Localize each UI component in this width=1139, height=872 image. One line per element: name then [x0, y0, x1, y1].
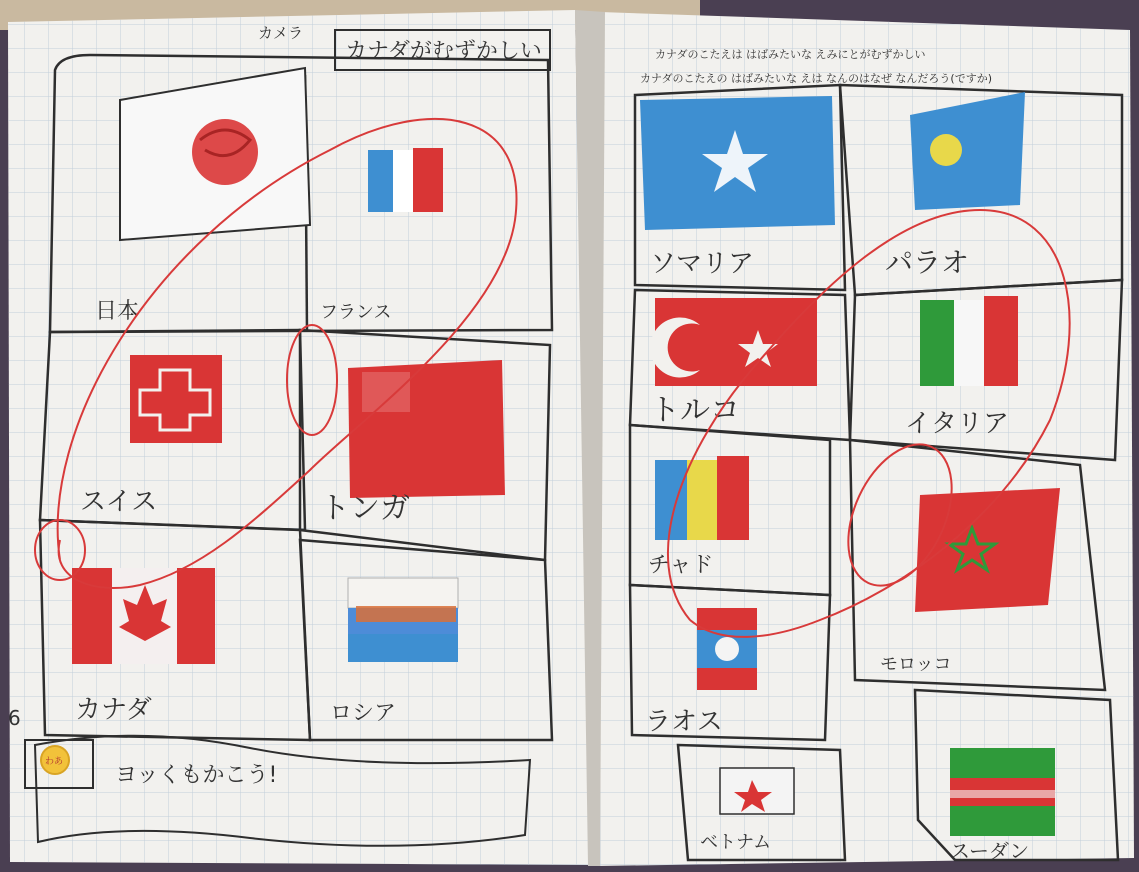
cell-label-sudan: スーダン — [950, 839, 1030, 863]
footer-note: ヨッくもかこう! — [115, 763, 278, 788]
right-header-line2: カナダのこたえの はばみたいな えは なんのはなぜ なんだろう(ですか) — [640, 72, 993, 85]
header-note: カメラ — [258, 24, 304, 42]
cell-label-japan: 日本 — [95, 299, 140, 324]
cell-label-turkey: トルコ — [650, 393, 740, 428]
cell-label-vietnam: ベトナム — [700, 832, 772, 853]
cell-label-palau: パラオ — [885, 246, 970, 279]
cell-label-france: フランス — [320, 302, 392, 323]
laos-flag — [697, 608, 757, 690]
russia-flag — [348, 578, 458, 662]
france-flag — [368, 148, 443, 212]
morocco-flag — [915, 488, 1060, 612]
stamp-text: わあ — [45, 757, 64, 767]
sudan-flag — [950, 748, 1055, 836]
cell-label-tonga: トンガ — [320, 491, 410, 526]
canada-flag — [72, 568, 215, 664]
cell-label-russia: ロシア — [330, 701, 397, 726]
cell-label-switzerland: スイス — [80, 487, 158, 517]
cell-label-laos: ラオス — [645, 707, 723, 737]
vietnam-flag — [720, 768, 794, 814]
italy-flag — [920, 296, 1018, 386]
page-number: 6 — [8, 706, 21, 730]
chad-flag — [655, 456, 749, 540]
cell-label-chad: チャド — [648, 553, 714, 578]
title-text: カナダがむずかしい — [345, 39, 542, 64]
cell-label-somalia: ソマリア — [650, 249, 755, 279]
tonga-flag — [348, 360, 505, 498]
cell-label-canada: カナダ — [75, 695, 152, 725]
cell-label-morocco: モロッコ — [880, 654, 952, 675]
turkey-flag — [650, 298, 817, 386]
switzerland-flag — [130, 355, 222, 443]
cell-label-italy: イタリア — [905, 409, 1010, 439]
somalia-flag — [640, 96, 835, 230]
right-header-line1: カナダのこたえは はばみたいな えみにとがむずかしい — [655, 48, 926, 61]
